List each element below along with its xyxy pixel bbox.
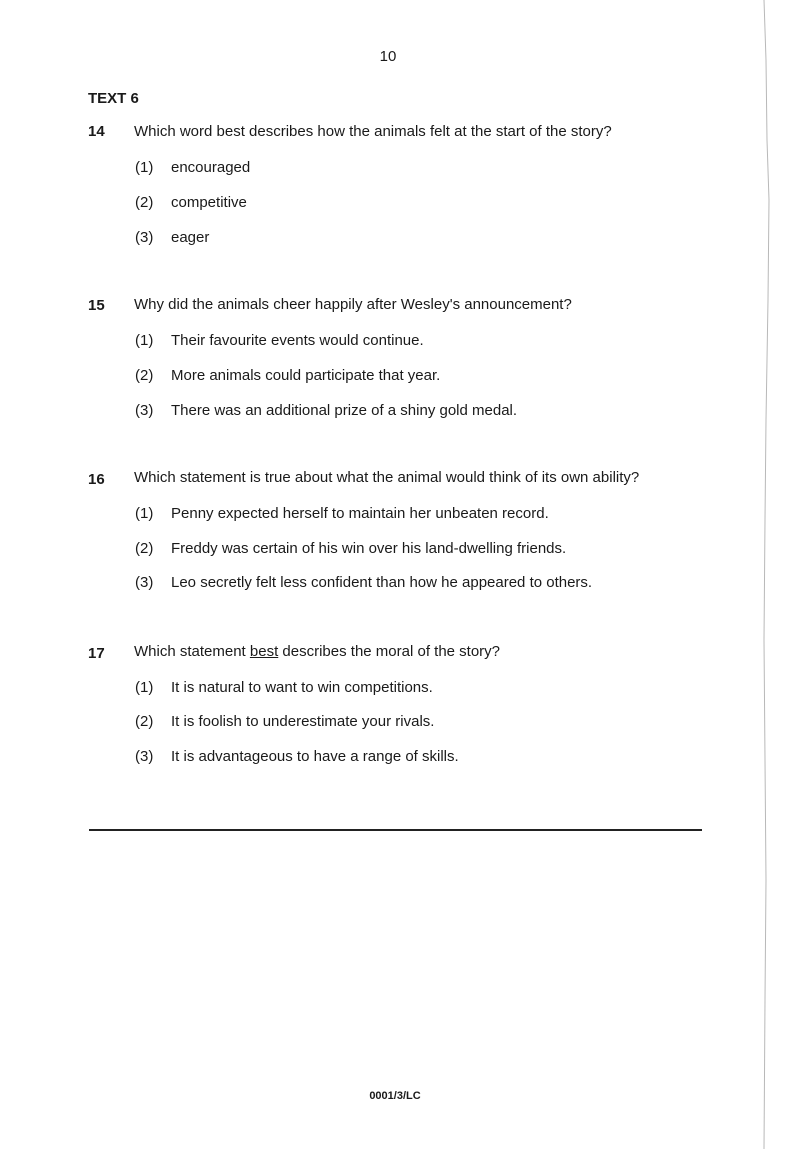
- question-17-option-1-number: (1): [135, 679, 154, 696]
- page-number: 10: [379, 48, 397, 65]
- question-15-option-3-text: There was an additional prize of a shiny gold medal.: [171, 402, 518, 419]
- question-17-emphasis: best: [249, 643, 279, 660]
- question-17-option-2-text: It is foolish to underestimate your rivals.: [171, 713, 435, 730]
- question-15-text: Why did the animals cheer happily after Wesley's announcement?: [134, 296, 572, 313]
- question-15-option-1-text: Their favourite events would continue.: [171, 332, 424, 349]
- question-17-text-start: Which statement: [134, 643, 250, 660]
- scan-edge-line: [760, 0, 804, 1149]
- question-17-option-2-number: (2): [135, 713, 154, 730]
- question-14-option-3-number: (3): [135, 229, 154, 246]
- question-15-option-1-number: (1): [135, 332, 154, 349]
- question-17-option-1-text: It is natural to want to win competitions.: [171, 679, 433, 696]
- question-16-option-3-text: Leo secretly felt less confident than how he appeared to others.: [171, 574, 593, 591]
- question-16-number: 16: [88, 471, 105, 488]
- question-16-option-3-number: (3): [135, 574, 154, 591]
- question-17-option-3-text: It is advantageous to have a range of skills.: [171, 748, 459, 765]
- question-16-option-1-number: (1): [135, 505, 154, 522]
- question-14-option-2-text: competitive: [171, 194, 247, 211]
- question-14-number: 14: [88, 123, 105, 140]
- question-14-text: Which word best describes how the animals felt at the start of the story?: [134, 123, 612, 140]
- question-17-number: 17: [88, 645, 105, 662]
- footer-code: 0001/3/LC: [369, 1090, 421, 1102]
- question-16-option-2-number: (2): [135, 540, 154, 557]
- question-17-text-end: describes the moral of the story?: [278, 643, 501, 660]
- question-16-option-1-text: Penny expected herself to maintain her unbeaten record.: [171, 505, 549, 522]
- question-14-option-1-number: (1): [135, 159, 154, 176]
- section-title: TEXT 6: [88, 90, 139, 107]
- question-17-text: [134, 643, 500, 660]
- question-14-option-3-text: eager: [171, 229, 210, 246]
- question-15-option-2-text: More animals could participate that year.: [171, 367, 441, 384]
- question-15-option-2-number: (2): [135, 367, 154, 384]
- question-16-text: Which statement is true about what the animal would think of its own ability?: [134, 469, 640, 486]
- end-rule: [89, 829, 702, 831]
- question-17-option-3-number: (3): [135, 748, 154, 765]
- question-16-option-2-text: Freddy was certain of his win over his land-dwelling friends.: [171, 540, 567, 557]
- question-15-number: 15: [88, 297, 105, 314]
- question-15-option-3-number: (3): [135, 402, 154, 419]
- question-14-option-2-number: (2): [135, 194, 154, 211]
- question-14-option-1-text: encouraged: [171, 159, 251, 176]
